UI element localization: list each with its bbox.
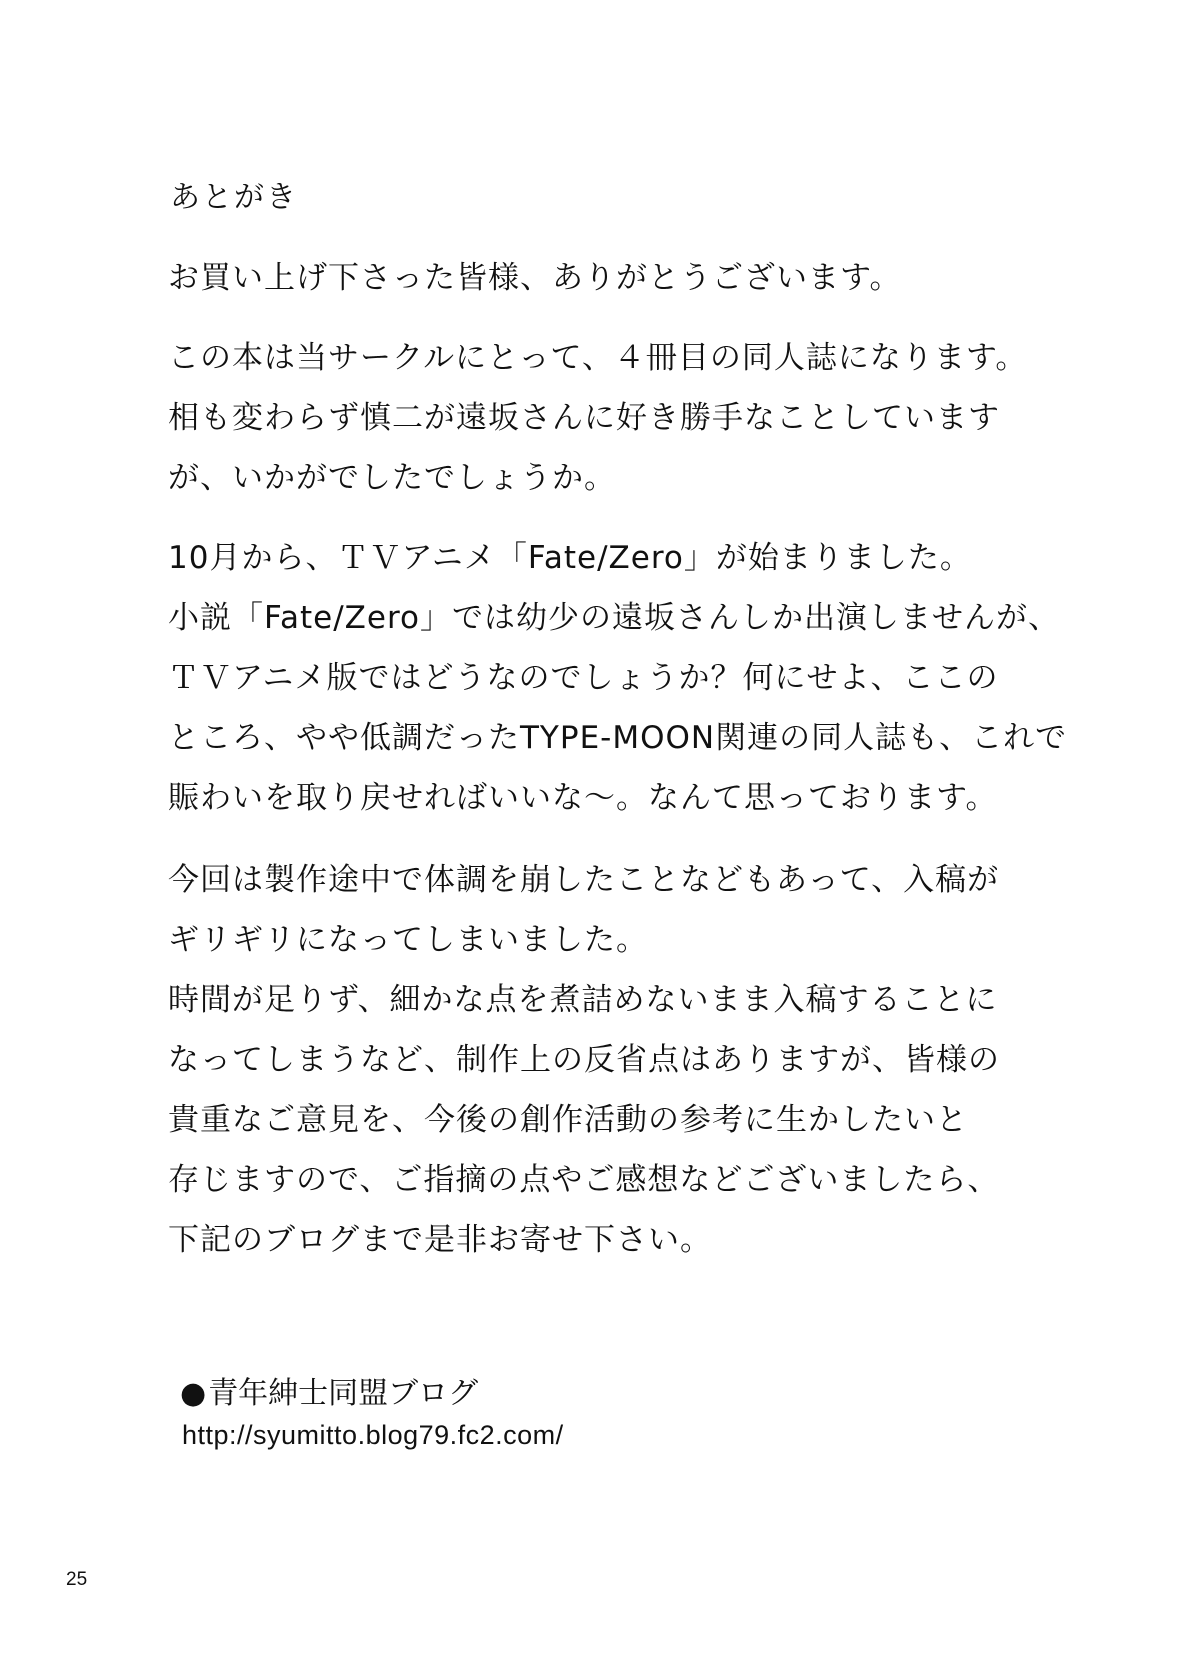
paragraph-2-line-2: 相も変わらず慎二が遠坂さんに好き勝手なことしています [168, 400, 1000, 436]
blog-name: 青年紳士同盟ブログ [208, 1376, 479, 1411]
blog-label [180, 1374, 478, 1414]
blog-url: http://syumitto.blog79.fc2.com/ [182, 1420, 564, 1450]
paragraph-4-line-1: 今回は製作途中で体調を崩したことなどもあって、入稿が [168, 862, 1000, 898]
paragraph-4-line-3: 時間が足りず、細かな点を煮詰めないまま入稿することに [168, 982, 998, 1018]
paragraph-3-line-5: 賑わいを取り戻せればいいな～。なんて思っております。 [168, 780, 998, 816]
paragraph-2-line-1: この本は当サークルにとって、４冊目の同人誌になります。 [168, 340, 1028, 376]
paragraph-3-line-2: 小説「Fate/Zero」では幼少の遠坂さんしか出演しませんが、 [168, 600, 1060, 636]
paragraph-2-line-3: が、いかがでしたでしょうか。 [168, 460, 616, 496]
paragraph-3-line-3: ＴＶアニメ版ではどうなのでしょうか？何にせよ、ここの [168, 660, 999, 696]
paragraph-4-line-4: なってしまうなど、制作上の反省点はありますが、皆様の [168, 1042, 1000, 1078]
paragraph-4-line-7: 下記のブログまで是非お寄せ下さい。 [168, 1222, 712, 1258]
afterword-heading: あとがき [170, 180, 298, 215]
paragraph-4-line-5: 貴重なご意見を、今後の創作活動の参考に生かしたいと [168, 1102, 968, 1138]
paragraph-3-line-4: ところ、やや低調だったTYPE-MOON関連の同人誌も、これで [168, 720, 1068, 756]
paragraph-4-line-6: 存じますので、ご指摘の点やご感想などございましたら、 [168, 1162, 1000, 1198]
paragraph-4-line-2: ギリギリになってしまいました。 [168, 922, 648, 958]
bullet-icon: ● [180, 1376, 207, 1411]
page-number: 25 [66, 1569, 88, 1590]
paragraph-1-line-1: お買い上げ下さった皆様、ありがとうございます。 [168, 260, 902, 296]
paragraph-3-line-1: 10月から、ＴＶアニメ「Fate/Zero」が始まりました。 [168, 540, 972, 576]
